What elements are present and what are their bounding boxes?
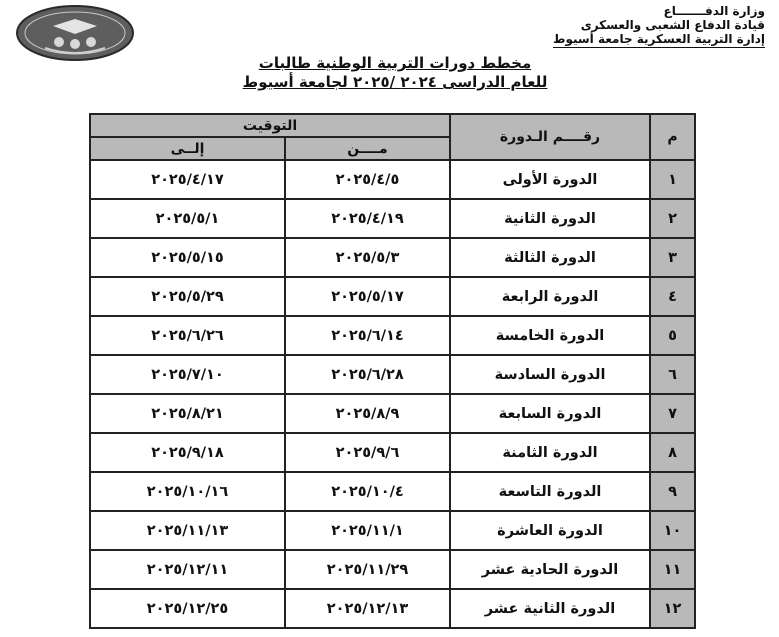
row-number: ٨ xyxy=(650,433,695,472)
date-to: ٢٠٢٥/٨/٢١ xyxy=(90,394,285,433)
course-name: الدورة الثالثة xyxy=(450,238,650,277)
table-row xyxy=(90,160,695,199)
date-from: ٢٠٢٥/٥/١٧ xyxy=(285,277,450,316)
ministry-heading xyxy=(553,4,765,48)
row-number: ٦ xyxy=(650,355,695,394)
date-from: ٢٠٢٥/٦/١٤ xyxy=(285,316,450,355)
date-to: ٢٠٢٥/١١/١٣ xyxy=(90,511,285,550)
date-to: ٢٠٢٥/١٠/١٦ xyxy=(90,472,285,511)
row-number: ٣ xyxy=(650,238,695,277)
date-from: ٢٠٢٥/٤/٥ xyxy=(285,160,450,199)
header-from: مــــن xyxy=(285,137,450,160)
row-number: ١ xyxy=(650,160,695,199)
course-name: الدورة السابعة xyxy=(450,394,650,433)
table-row xyxy=(90,550,695,589)
date-from: ٢٠٢٥/٥/٣ xyxy=(285,238,450,277)
date-from: ٢٠٢٥/١١/٢٩ xyxy=(285,550,450,589)
course-name: الدورة الثامنة xyxy=(450,433,650,472)
table-row xyxy=(90,472,695,511)
ministry-line: وزارة الدفـــــــاع xyxy=(663,4,765,18)
header-timing: التوقيت xyxy=(90,114,450,137)
table-row xyxy=(90,394,695,433)
ministry-line: إدارة التربية العسكرية جامعة أسيوط xyxy=(552,32,765,46)
date-to: ٢٠٢٥/٥/٢٩ xyxy=(90,277,285,316)
page-title xyxy=(220,54,570,92)
table-row xyxy=(90,355,695,394)
table-row xyxy=(90,199,695,238)
table-row xyxy=(90,238,695,277)
ministry-line: قيادة الدفاع الشعبى والعسكرى xyxy=(580,18,765,32)
date-to: ٢٠٢٥/٩/١٨ xyxy=(90,433,285,472)
date-to: ٢٠٢٥/٥/١٥ xyxy=(90,238,285,277)
date-from: ٢٠٢٥/١٢/١٣ xyxy=(285,589,450,628)
date-to: ٢٠٢٥/٤/١٧ xyxy=(90,160,285,199)
date-from: ٢٠٢٥/٩/٦ xyxy=(285,433,450,472)
course-name: الدورة السادسة xyxy=(450,355,650,394)
date-to: ٢٠٢٥/١٢/٢٥ xyxy=(90,589,285,628)
course-name: الدورة الثانية xyxy=(450,199,650,238)
date-to: ٢٠٢٥/٧/١٠ xyxy=(90,355,285,394)
course-name: الدورة الخامسة xyxy=(450,316,650,355)
row-number: ٤ xyxy=(650,277,695,316)
row-number: ١٢ xyxy=(650,589,695,628)
header-course: رقــــم الـدورة xyxy=(450,114,650,160)
row-number: ٢ xyxy=(650,199,695,238)
date-from: ٢٠٢٥/٨/٩ xyxy=(285,394,450,433)
course-name: الدورة العاشرة xyxy=(450,511,650,550)
header-to: إلــى xyxy=(90,137,285,160)
title-line-1: مخطط دورات التربية الوطنية طالبات xyxy=(258,54,532,72)
row-number: ٩ xyxy=(650,472,695,511)
row-number: ٥ xyxy=(650,316,695,355)
courses-table xyxy=(89,113,696,629)
date-to: ٢٠٢٥/٥/١ xyxy=(90,199,285,238)
date-from: ٢٠٢٥/٦/٢٨ xyxy=(285,355,450,394)
header-number: م xyxy=(650,114,695,160)
course-name: الدورة الحادية عشر xyxy=(450,550,650,589)
course-name: الدورة الرابعة xyxy=(450,277,650,316)
table-row xyxy=(90,433,695,472)
date-from: ٢٠٢٥/١٠/٤ xyxy=(285,472,450,511)
date-to: ٢٠٢٥/٦/٢٦ xyxy=(90,316,285,355)
course-name: الدورة الأولى xyxy=(450,160,650,199)
table-row xyxy=(90,511,695,550)
row-number: ١٠ xyxy=(650,511,695,550)
date-from: ٢٠٢٥/٤/١٩ xyxy=(285,199,450,238)
course-name: الدورة التاسعة xyxy=(450,472,650,511)
date-from: ٢٠٢٥/١١/١ xyxy=(285,511,450,550)
ministry-emblem-icon xyxy=(15,4,135,62)
title-line-2: للعام الدراسى ٢٠٢٤ /٢٠٢٥ لجامعة أسيوط xyxy=(242,73,548,91)
table-row xyxy=(90,277,695,316)
course-name: الدورة الثانية عشر xyxy=(450,589,650,628)
table-row xyxy=(90,316,695,355)
table-row xyxy=(90,589,695,628)
row-number: ١١ xyxy=(650,550,695,589)
date-to: ٢٠٢٥/١٢/١١ xyxy=(90,550,285,589)
row-number: ٧ xyxy=(650,394,695,433)
